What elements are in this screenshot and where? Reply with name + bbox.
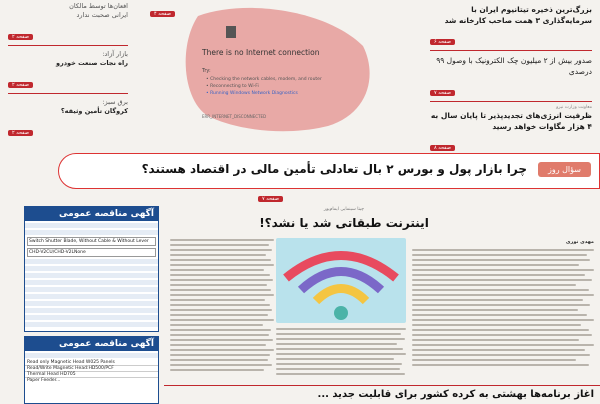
article-body-left	[170, 239, 274, 374]
article-kicker: چیتا سینمایی ایمام‌پور	[323, 207, 365, 212]
ad-item: Thermal Head HD705	[25, 372, 158, 378]
page-ref[interactable]: صفحه ۲	[8, 34, 33, 40]
wifi-icon	[276, 238, 406, 323]
page-ref[interactable]: صفحه ۲	[8, 130, 33, 136]
question-banner	[58, 153, 600, 189]
page-ref[interactable]: صفحه ۴	[150, 11, 175, 17]
page-ref[interactable]: صفحه ۸	[430, 145, 455, 151]
tip-item: • Checking the network cables, modem, and router	[206, 77, 322, 82]
ad-item: CHD-V2CU/CHD-V2LNone	[27, 248, 156, 257]
tip-item: • Reconnecting to Wi-Fi	[206, 84, 259, 89]
news-headline[interactable]: صدور بیش از ۲ میلیون چک الکترونیک با وصول ۹۹ درصدی	[436, 56, 592, 76]
ad-item: Paper Feeder...	[27, 378, 61, 383]
page-ref[interactable]: صفحه ۲	[8, 82, 33, 88]
right-news-column	[430, 0, 592, 155]
bottom-headline[interactable]: آغاز برنامه‌ها بهشتی به کرده کشور برای قابلیت جدید ...	[317, 389, 594, 400]
error-title: There is no Internet connection	[202, 48, 320, 57]
ad-item: Read only Magnetic Head W025 Panels	[25, 360, 158, 366]
ad-box[interactable]	[24, 336, 159, 404]
article-body-middle	[276, 328, 406, 378]
error-code: ERR_INTERNET_DISCONNECTED	[202, 114, 267, 119]
ad-item: Switch Shutter Blade, Without Cable & Without Lever	[27, 237, 156, 246]
question-tag: سؤال روز	[538, 162, 591, 177]
top-left-column	[8, 0, 128, 150]
news-headline[interactable]: بزرگ‌ترین ذخیره تیتانیوم ایران با سرمایه‌گذاری ۳ همت صاحب کارخانه شد	[444, 5, 592, 25]
news-headline[interactable]: ظرفیت انرژی‌های تجدیدپذیر تا پایان سال به ۴ هزار مگاوات خواهد رسید	[430, 111, 592, 131]
ad-title: آگهی مناقصه عمومی	[25, 207, 158, 221]
wifi-illustration	[276, 238, 406, 323]
page-ref[interactable]: صفحه ۶	[430, 39, 455, 45]
divider	[8, 93, 128, 94]
article-title[interactable]: اینترنت طبقاتی شد یا نشد؟!	[259, 216, 429, 230]
banner-page-ref-wrap	[258, 185, 283, 204]
ad-box[interactable]	[24, 206, 159, 332]
author-name: مهدی نوری	[565, 239, 594, 245]
page-ref[interactable]: صفحه ۷	[430, 90, 455, 96]
teaser-title: برق سبز:	[102, 98, 128, 106]
teaser-line-2: ایرانی صحبت ندارد	[76, 11, 128, 19]
ad-item: Read/Write Magnetic Head:HD500/PCF	[25, 366, 158, 372]
teaser-sub: کروگان تأمین وثیقه؟	[60, 107, 128, 115]
divider	[430, 50, 592, 51]
divider	[8, 45, 128, 46]
ad-title: آگهی مناقصه عمومی	[25, 337, 158, 351]
article-body-right	[412, 249, 594, 369]
tip-item: • Running Windows Network Diagnostics	[206, 91, 298, 96]
dino-icon	[226, 26, 236, 38]
ads-column	[24, 206, 159, 400]
teaser-sub: راه نجات صنعت خودرو	[55, 59, 128, 67]
article-byline	[508, 239, 594, 245]
question-headline[interactable]: چرا بازار پول و بورس ۲ بال تعادلی تأمین مالی در اقتصاد هستند؟	[141, 162, 527, 176]
page-ref[interactable]: صفحه ۷	[258, 196, 283, 202]
tips-list	[206, 76, 322, 97]
news-kicker: معاونت وزارت نیرو	[556, 105, 592, 110]
center-page-ref-wrap	[150, 0, 175, 19]
teaser-line-1: افعان‌ها توسط مالکان	[69, 2, 128, 10]
no-internet-image	[178, 6, 370, 134]
divider	[430, 101, 592, 102]
try-label: Try:	[202, 68, 211, 74]
divider	[164, 385, 600, 386]
teaser-title: بازار آزاد:	[102, 50, 128, 58]
article	[164, 205, 600, 400]
